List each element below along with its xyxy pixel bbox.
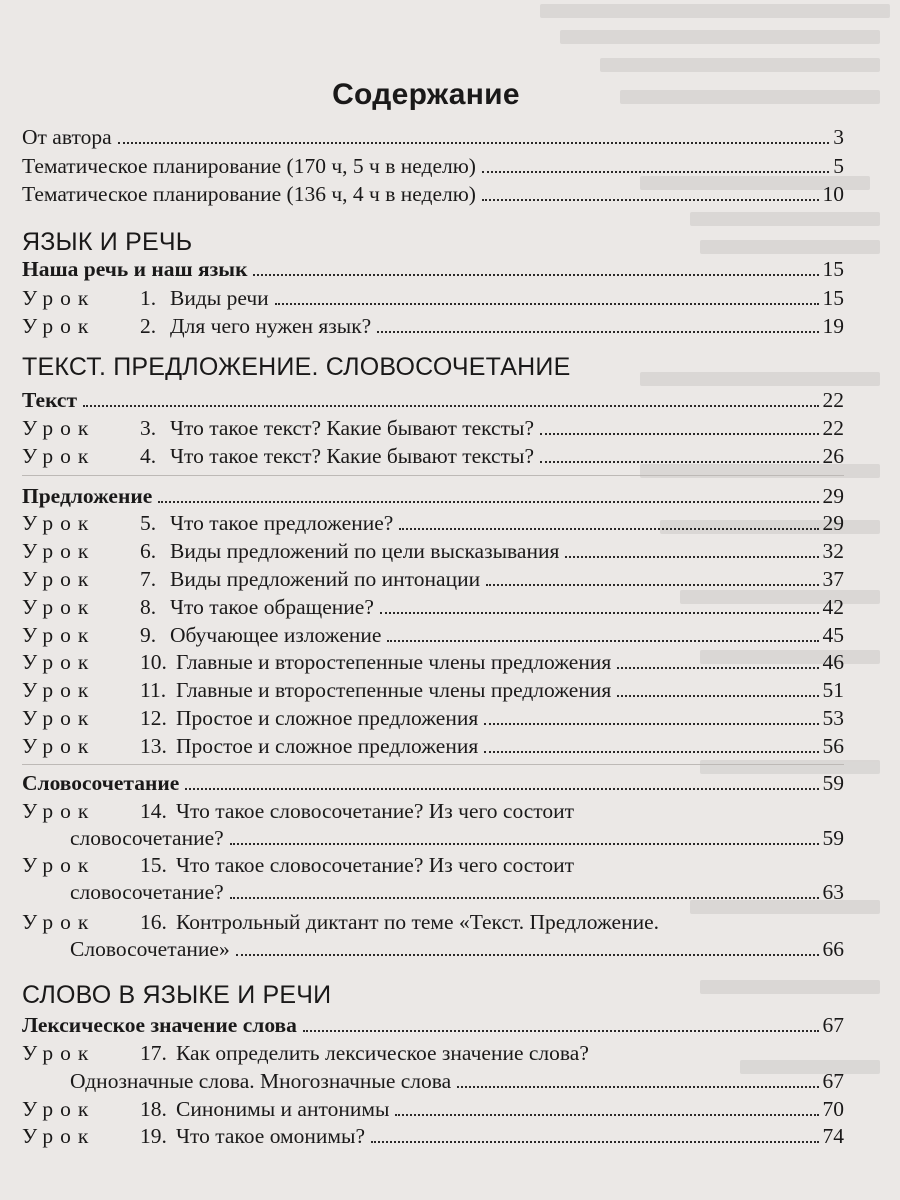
lesson-entry xyxy=(22,798,844,824)
lesson-number: 19. xyxy=(140,1124,167,1148)
lesson-entry xyxy=(22,538,844,564)
page-number: 56 xyxy=(822,734,844,758)
page-number: 66 xyxy=(822,937,844,961)
lesson-title: Виды предложений по интонации xyxy=(170,567,481,591)
lesson-number: 17. xyxy=(140,1041,167,1065)
lesson-entry xyxy=(22,313,844,339)
lesson-number: 1. xyxy=(140,286,157,310)
lesson-number: 18. xyxy=(140,1097,167,1121)
dot-leader xyxy=(617,695,818,697)
lesson-word: Урок xyxy=(22,595,96,619)
entry-title: Тематическое планирование (136 ч, 4 ч в неделю) xyxy=(22,182,476,206)
lesson-entry xyxy=(22,622,844,648)
lesson-word: Урок xyxy=(22,678,96,702)
lesson-number: 7. xyxy=(140,567,157,591)
subsection-entry xyxy=(22,483,844,509)
lesson-title-cont: словосочетание? xyxy=(70,880,224,904)
subsection-entry xyxy=(22,387,844,413)
lesson-word: Урок xyxy=(22,567,96,591)
lesson-entry xyxy=(22,1096,844,1122)
page-number: 26 xyxy=(822,444,844,468)
page-number: 19 xyxy=(822,314,844,338)
page-number: 53 xyxy=(822,706,844,730)
dot-leader xyxy=(253,274,818,276)
lesson-number: 15. xyxy=(140,853,167,877)
lesson-word: Урок xyxy=(22,853,96,877)
lesson-number: 9. xyxy=(140,623,157,647)
lesson-title: Что такое словосочетание? Из чего состоит xyxy=(176,853,575,877)
lesson-number: 14. xyxy=(140,799,167,823)
dot-leader xyxy=(399,528,818,530)
page-number: 74 xyxy=(822,1124,844,1148)
lesson-title: Простое и сложное предложения xyxy=(176,734,479,758)
page-number: 32 xyxy=(822,539,844,563)
lesson-entry xyxy=(22,566,844,592)
lesson-word: Урок xyxy=(22,1041,96,1065)
entry-title: От автора xyxy=(22,125,112,149)
lesson-entry xyxy=(22,415,844,441)
lesson-title: Главные и второстепенные члены предложения xyxy=(176,678,612,702)
page-title: Содержание xyxy=(332,78,520,111)
page-number: 67 xyxy=(822,1013,844,1037)
dot-leader xyxy=(118,142,830,144)
page-number: 22 xyxy=(822,416,844,440)
lesson-number: 8. xyxy=(140,595,157,619)
lesson-title: Что такое обращение? xyxy=(170,595,374,619)
lesson-title: Виды предложений по цели высказывания xyxy=(170,539,560,563)
page-number: 59 xyxy=(822,826,844,850)
lesson-title: Что такое текст? Какие бывают тексты? xyxy=(170,416,534,440)
lesson-number: 16. xyxy=(140,910,167,934)
lesson-entry xyxy=(22,285,844,311)
lesson-number: 4. xyxy=(140,444,157,468)
lesson-number: 11. xyxy=(140,678,167,702)
lesson-number: 10. xyxy=(140,650,167,674)
dot-leader xyxy=(484,723,818,725)
page-number: 37 xyxy=(822,567,844,591)
dot-leader xyxy=(377,331,818,333)
lesson-continuation xyxy=(70,1068,844,1094)
lesson-word: Урок xyxy=(22,706,96,730)
dot-leader xyxy=(395,1114,818,1116)
lesson-title: Для чего нужен язык? xyxy=(170,314,372,338)
lesson-title-cont: словосочетание? xyxy=(70,826,224,850)
lesson-entry xyxy=(22,649,844,675)
lesson-title: Простое и сложное предложения xyxy=(176,706,479,730)
page-number: 29 xyxy=(822,511,844,535)
dot-leader xyxy=(482,199,819,201)
lesson-number: 3. xyxy=(140,416,157,440)
dot-leader xyxy=(565,556,818,558)
lesson-word: Урок xyxy=(22,444,96,468)
lesson-continuation xyxy=(70,936,844,962)
lesson-title: Что такое словосочетание? Из чего состоит xyxy=(176,799,575,823)
page-number: 63 xyxy=(822,880,844,904)
page-number: 51 xyxy=(822,678,844,702)
lesson-word: Урок xyxy=(22,623,96,647)
lesson-word: Урок xyxy=(22,511,96,535)
page-number: 15 xyxy=(822,286,844,310)
lesson-entry xyxy=(22,733,844,759)
lesson-word: Урок xyxy=(22,1097,96,1121)
page-number: 22 xyxy=(822,388,844,412)
lesson-continuation xyxy=(70,879,844,905)
lesson-number: 2. xyxy=(140,314,157,338)
lesson-word: Урок xyxy=(22,910,96,934)
lesson-entry xyxy=(22,705,844,731)
subsection-entry xyxy=(22,256,844,282)
lesson-word: Урок xyxy=(22,1124,96,1148)
subsection-title: Лексическое значение слова xyxy=(22,1013,297,1037)
toc-entry xyxy=(22,181,844,207)
lesson-entry xyxy=(22,909,844,935)
lesson-number: 13. xyxy=(140,734,167,758)
page-number: 29 xyxy=(822,484,844,508)
subsection-title: Текст xyxy=(22,388,78,412)
lesson-continuation xyxy=(70,825,844,851)
lesson-title: Как определить лексическое значение слова? xyxy=(176,1041,589,1065)
page-number: 46 xyxy=(822,650,844,674)
dot-leader xyxy=(380,612,819,614)
dot-leader xyxy=(275,303,819,305)
separator-line xyxy=(22,475,844,476)
lesson-title: Что такое омонимы? xyxy=(176,1124,365,1148)
entry-title: Тематическое планирование (170 ч, 5 ч в неделю) xyxy=(22,154,476,178)
dot-leader xyxy=(371,1141,819,1143)
lesson-title: Обучающее изложение xyxy=(170,623,382,647)
lesson-number: 12. xyxy=(140,706,167,730)
lesson-word: Урок xyxy=(22,539,96,563)
dot-leader xyxy=(484,751,818,753)
dot-leader xyxy=(387,640,818,642)
page-number: 42 xyxy=(822,595,844,619)
dot-leader xyxy=(540,461,819,463)
dot-leader xyxy=(185,788,818,790)
lesson-word: Урок xyxy=(22,734,96,758)
dot-leader xyxy=(230,897,819,899)
dot-leader xyxy=(230,843,819,845)
dot-leader xyxy=(236,954,819,956)
lesson-number: 5. xyxy=(140,511,157,535)
subsection-title: Словосочетание xyxy=(22,771,180,795)
lesson-title: Что такое текст? Какие бывают тексты? xyxy=(170,444,534,468)
lesson-entry xyxy=(22,852,844,878)
page-number: 45 xyxy=(822,623,844,647)
lesson-word: Урок xyxy=(22,314,96,338)
lesson-word: Урок xyxy=(22,650,96,674)
subsection-title: Предложение xyxy=(22,484,153,508)
subsection-entry xyxy=(22,770,844,796)
toc-entry xyxy=(22,153,844,179)
lesson-entry xyxy=(22,1123,844,1149)
section-heading: ТЕКСТ. ПРЕДЛОЖЕНИЕ. СЛОВОСОЧЕТАНИЕ xyxy=(22,353,571,381)
lesson-entry xyxy=(22,443,844,469)
lesson-title: Главные и второстепенные члены предложения xyxy=(176,650,612,674)
dot-leader xyxy=(617,667,818,669)
dot-leader xyxy=(83,405,818,407)
lesson-title-cont: Однозначные слова. Многозначные слова xyxy=(70,1069,452,1093)
lesson-entry xyxy=(22,677,844,703)
dot-leader xyxy=(457,1086,818,1088)
dot-leader xyxy=(158,501,818,503)
lesson-entry xyxy=(22,510,844,536)
page-number: 5 xyxy=(833,154,844,178)
subsection-title: Наша речь и наш язык xyxy=(22,257,248,281)
lesson-title: Синонимы и антонимы xyxy=(176,1097,390,1121)
lesson-number: 6. xyxy=(140,539,157,563)
page-number: 15 xyxy=(822,257,844,281)
page-number: 70 xyxy=(822,1097,844,1121)
subsection-entry xyxy=(22,1012,844,1038)
lesson-title-cont: Словосочетание» xyxy=(70,937,230,961)
lesson-entry xyxy=(22,1040,844,1066)
page-number: 59 xyxy=(822,771,844,795)
lesson-word: Урок xyxy=(22,286,96,310)
page-number: 10 xyxy=(822,182,844,206)
lesson-word: Урок xyxy=(22,799,96,823)
lesson-entry xyxy=(22,594,844,620)
dot-leader xyxy=(486,584,818,586)
dot-leader xyxy=(303,1030,819,1032)
lesson-title: Виды речи xyxy=(170,286,269,310)
section-heading: СЛОВО В ЯЗЫКЕ И РЕЧИ xyxy=(22,981,332,1009)
lesson-word: Урок xyxy=(22,416,96,440)
section-heading: ЯЗЫК И РЕЧЬ xyxy=(22,228,193,256)
page-number: 67 xyxy=(822,1069,844,1093)
page-number: 3 xyxy=(833,125,844,149)
dot-leader xyxy=(482,171,829,173)
separator-line xyxy=(22,764,844,765)
lesson-title: Контрольный диктант по теме «Текст. Предложение. xyxy=(176,910,659,934)
dot-leader xyxy=(540,433,819,435)
toc-entry xyxy=(22,124,844,150)
lesson-title: Что такое предложение? xyxy=(170,511,394,535)
